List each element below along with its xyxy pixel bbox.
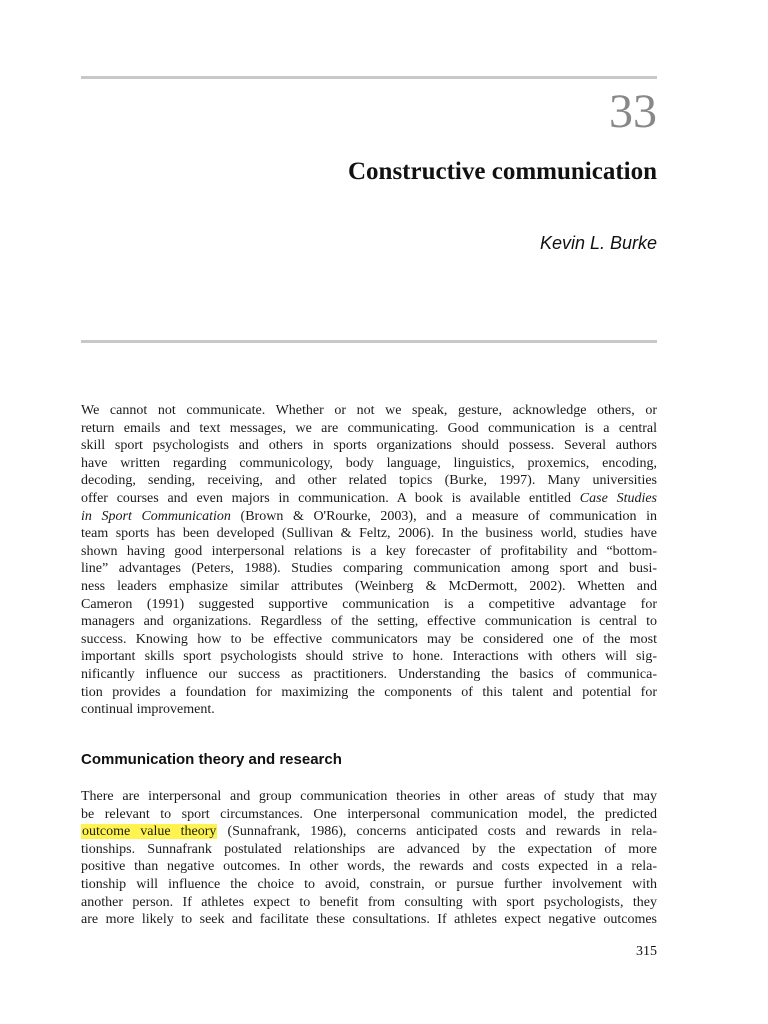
text-line: shown having good interpersonal relations is a key forecaster of profitability and “bottom- xyxy=(81,543,657,559)
text-line: are more likely to seek and facilitate these consultations. If athletes expect negative outcomes xyxy=(81,912,657,928)
text-line: have written regarding communicology, body language, linguistics, proxemics, encoding, xyxy=(81,455,657,471)
text-line: decoding, sending, receiving, and other related topics (Burke, 1997). Many universities xyxy=(81,473,657,489)
text-line: line” advantages (Peters, 1988). Studies comparing communication among sport and busi- xyxy=(81,561,657,577)
text-line: We cannot not communicate. Whether or not we speak, gesture, acknowledge others, or xyxy=(81,403,657,418)
text-line: be relevant to sport circumstances. One interpersonal communication model, the predicted xyxy=(81,806,657,822)
section-paragraph xyxy=(81,788,657,929)
highlighted-text[interactable]: outcome value theory xyxy=(82,824,217,840)
text-line: tion provides a foundation for maximizing the components of this talent and potential for xyxy=(81,684,657,700)
text-line: nificantly influence our success as practitioners. Understanding the basics of communica- xyxy=(81,666,657,682)
text-line xyxy=(81,508,657,526)
chapter-title: Constructive communication xyxy=(348,158,657,185)
bottom-rule xyxy=(81,340,657,343)
book-title-italic: Case Studies xyxy=(579,490,657,506)
text-line: positive than negative outcomes. In other words, the rewards and costs expected in a rela- xyxy=(81,859,657,875)
text-line: success. Knowing how to be effective communicators may be considered one of the most xyxy=(81,631,657,647)
page-number: 315 xyxy=(636,944,657,959)
book-title-italic: in Sport Communication xyxy=(81,508,231,524)
chapter-author: Kevin L. Burke xyxy=(539,233,657,253)
text-line: managers and organizations. Regardless of the setting, effective communication is central to xyxy=(81,614,657,630)
text-segment: (Brown & O'Rourke, 2003), and a measure of communication in xyxy=(240,508,657,524)
text-segment: offer courses and even majors in communication. A book is available entitled xyxy=(81,490,572,506)
text-line xyxy=(81,490,657,508)
top-rule xyxy=(81,76,657,79)
chapter-number: 33 xyxy=(609,85,657,138)
text-line: Cameron (1991) suggested supportive communication is a competitive advantage for xyxy=(81,596,657,612)
text-line: ness leaders emphasize similar attributes (Weinberg & McDermott, 2002). Whetten and xyxy=(81,578,657,594)
text-line: skill sport psychologists and others in sports organizations should possess. Several authors xyxy=(81,438,657,454)
text-line: return emails and text messages, we are communicating. Good communication is a central xyxy=(81,420,657,436)
section-heading: Communication theory and research xyxy=(81,751,342,768)
text-line: There are interpersonal and group communication theories in other areas of study that may xyxy=(81,789,657,804)
text-line: tionships. Sunnafrank postulated relationships are advanced by the expectation of more xyxy=(81,841,657,857)
text-line: team sports has been developed (Sullivan & Feltz, 2006). In the business world, studies have xyxy=(81,526,657,542)
text-line: important skills sport psychologists should strive to hone. Interactions with others will sig- xyxy=(81,649,657,665)
text-segment: (Sunnafrank, 1986), concerns anticipated costs and rewards in rela- xyxy=(227,824,657,840)
text-line: another person. If athletes expect to benefit from consulting with sport psychologists, they xyxy=(81,894,657,910)
text-line xyxy=(81,823,657,841)
intro-paragraph xyxy=(81,402,657,719)
text-line: continual improvement. xyxy=(81,702,215,718)
text-line: tionship will influence the choice to avoid, constrain, or pursue further involvement with xyxy=(81,876,657,892)
